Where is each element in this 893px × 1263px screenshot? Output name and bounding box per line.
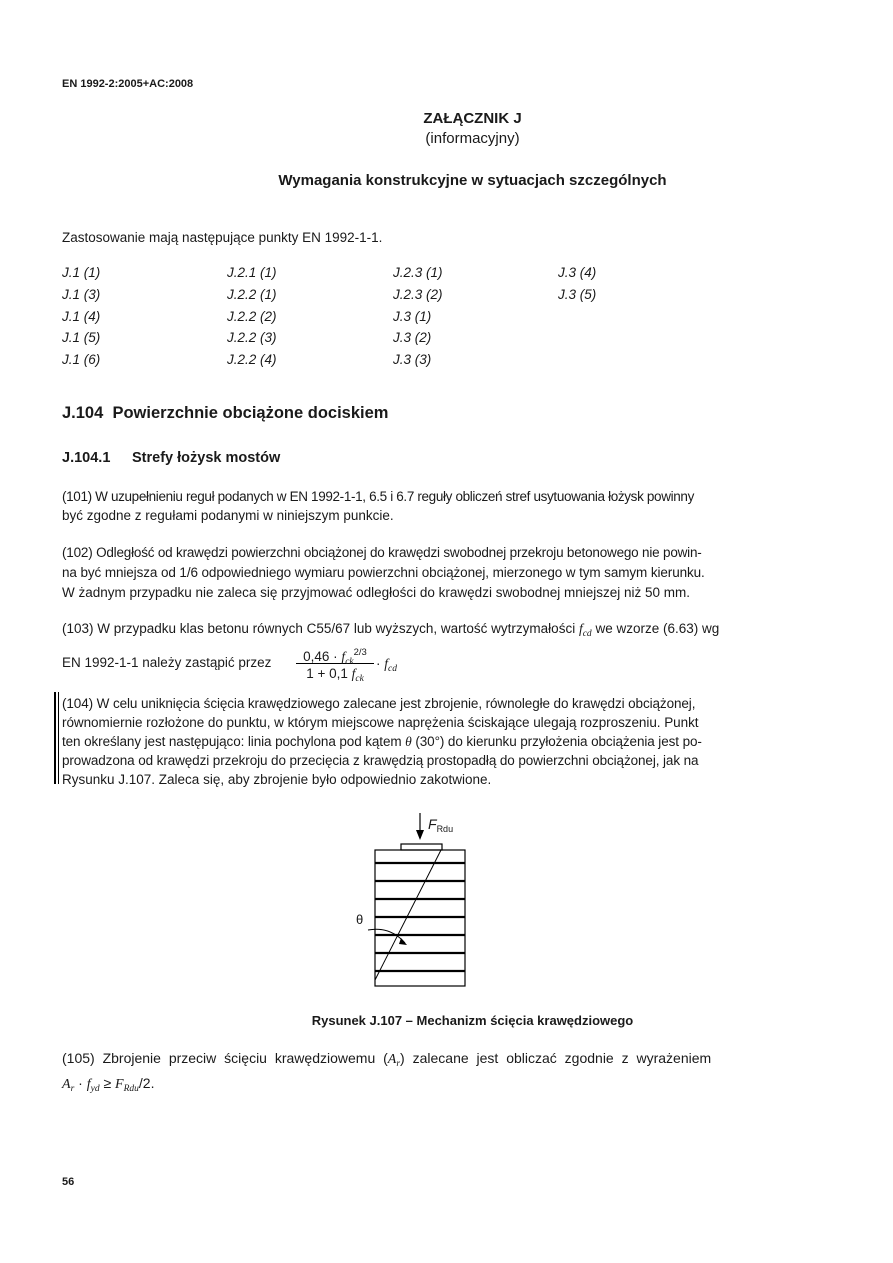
annex-title: ZAŁĄCZNIK J xyxy=(423,110,522,127)
figure-caption: Rysunek J.107 – Mechanizm ścięcia krawędziowego xyxy=(311,1013,634,1028)
math-subscript: cd xyxy=(582,629,592,639)
load-symbol: F xyxy=(428,816,437,832)
load-subscript: Rdu xyxy=(436,824,454,834)
text-run: ten określany jest następująco: linia pochylona pod kątem xyxy=(62,734,406,749)
math-symbol: A xyxy=(62,1077,71,1092)
formula-lead-text: EN 1992-1-1 należy zastąpić przez xyxy=(62,655,272,670)
math-subscript: Rdu xyxy=(123,1084,139,1094)
paragraph-line: (102) Odległość od krawędzi powierzchni obciążonej do krawędzi swobodnej przekroju betonowego nie powin- xyxy=(62,545,702,560)
text-run: we wzorze (6.63) wg xyxy=(591,621,720,636)
formula-tail xyxy=(376,656,397,674)
text-run: (105) Zbrojenie przeciw ścięciu krawędziowemu ( xyxy=(62,1050,388,1066)
subsection-heading xyxy=(62,450,280,466)
angle-label: θ xyxy=(356,912,364,927)
figure-edge-shear xyxy=(340,808,510,998)
document-id: EN 1992-2:2005+AC:2008 xyxy=(62,78,194,90)
math-subscript: r xyxy=(396,1059,401,1069)
math-symbol: f xyxy=(578,621,583,636)
math-subscript: r xyxy=(70,1084,75,1094)
text-run: · xyxy=(74,1075,87,1091)
math-subscript: ck xyxy=(355,674,364,684)
text-run: (103) W przypadku klas betonu równych C55/67 lub wyższych, wartość wytrzymałości xyxy=(62,621,579,636)
paragraph-line xyxy=(62,1074,767,1099)
clause-item: J.3 (1) xyxy=(393,308,432,324)
paragraph-101 xyxy=(62,487,767,525)
clause-item: J.1 (5) xyxy=(62,330,101,346)
clause-item: J.2.3 (1) xyxy=(393,265,443,280)
paragraph-line: (104) W celu uniknięcia ścięcia krawędziowego zalecane jest zbrojenie, równoległe do krawędzi obciążonej, xyxy=(62,696,696,711)
paragraph-line xyxy=(62,1049,767,1074)
change-bar xyxy=(58,692,59,784)
math-symbol: F xyxy=(115,1077,124,1092)
load-label xyxy=(428,816,453,834)
clause-column-3 xyxy=(393,262,443,371)
angle-arrow-head xyxy=(399,938,407,945)
paragraph-103 xyxy=(62,619,767,644)
bearing-plate xyxy=(401,844,442,850)
paragraph-104 xyxy=(62,694,767,789)
math-symbol: A xyxy=(387,1052,397,1067)
clause-item: J.1 (3) xyxy=(62,286,101,302)
paragraph-line: na być mniejsza od 1/6 odpowiedniego wymiaru powierzchni obciążonej, mierzonego w tym samym kierunku. xyxy=(62,565,705,580)
math-symbol: θ xyxy=(405,734,412,749)
figure-drawing xyxy=(340,808,510,998)
clause-item: J.1 (4) xyxy=(62,308,101,324)
paragraph-line: równomiernie rozłożone do punktu, w którym miejscowe naprężenia ściskające ulegają rozproszeniu. Punkt xyxy=(62,715,699,730)
clause-item: J.2.2 (3) xyxy=(227,330,277,346)
clause-item: J.3 (4) xyxy=(558,265,597,280)
clause-item: J.3 (5) xyxy=(558,286,597,302)
paragraph-line: Rysunku J.107. Zaleca się, aby zbrojenie było odpowiednio zakotwione. xyxy=(62,772,492,787)
text-run: 1 + 0,1 xyxy=(306,666,352,681)
paragraph-105 xyxy=(62,1049,767,1099)
math-subscript: ck xyxy=(345,657,354,667)
text-run: /2. xyxy=(138,1075,155,1091)
subsection-number: J.104.1 xyxy=(62,450,111,466)
clause-item: J.3 (3) xyxy=(393,352,432,368)
text-run: 0,46 · xyxy=(303,649,342,664)
clause-column-2 xyxy=(227,262,277,371)
paragraph-line: prowadzona od krawędzi przekroju do przecięcia z krawędzią prostopadłą do powierzchni obciążonej, jak na xyxy=(62,753,699,768)
math-superscript: 2/3 xyxy=(353,647,367,658)
text-run: (30°) do kierunku przyłożenia obciążenia jest po- xyxy=(411,734,702,749)
clause-item: J.2.2 (1) xyxy=(227,286,277,302)
subsection-title: Strefy łożysk mostów xyxy=(132,450,281,466)
math-symbol: f xyxy=(384,656,389,671)
math-symbol: f xyxy=(86,1077,91,1092)
annex-heading xyxy=(0,109,893,149)
math-subscript: cd xyxy=(388,664,397,674)
paragraph-line: być zgodne z regułami podanymi w niniejszym punkcie. xyxy=(62,508,394,523)
clause-item: J.2.2 (4) xyxy=(227,352,277,368)
paragraph-line: W żadnym przypadku nie zaleca się przyjmować odległości do krawędzi swobodnej mniejszej niż 50 mm. xyxy=(62,585,691,600)
inclined-failure-line xyxy=(375,850,441,980)
clause-item: J.1 (6) xyxy=(62,352,101,368)
clause-item: J.2.2 (2) xyxy=(227,308,277,324)
text-run: ) zalecane jest obliczać zgodnie z wyrażeniem xyxy=(400,1050,712,1066)
fraction-denominator xyxy=(296,664,374,684)
clause-item: J.3 (2) xyxy=(393,330,432,346)
page-number: 56 xyxy=(62,1176,75,1188)
clause-item: J.1 (1) xyxy=(62,265,101,280)
fraction xyxy=(296,643,374,684)
annex-type: (informacyjny) xyxy=(425,130,520,147)
paragraph-102 xyxy=(62,543,767,603)
section-title: Powierzchnie obciążone dociskiem xyxy=(112,404,389,422)
paragraph-line xyxy=(62,619,767,644)
annex-subtitle: Wymagania konstrukcyjne w sytuacjach szczególnych xyxy=(278,172,667,189)
paragraph-line xyxy=(62,732,767,751)
section-heading xyxy=(62,404,388,423)
fraction-numerator xyxy=(296,643,374,667)
math-symbol: f xyxy=(351,666,356,681)
clause-column-1 xyxy=(62,262,100,371)
math-subscript: yd xyxy=(90,1084,100,1094)
clause-column-4 xyxy=(558,262,596,306)
change-bar xyxy=(54,692,56,784)
clause-item: J.2.3 (2) xyxy=(393,286,443,302)
intro-text: Zastosowanie mają następujące punkty EN 1992-1-1. xyxy=(62,230,383,245)
text-run: · xyxy=(376,656,385,671)
load-arrow-head xyxy=(416,830,424,840)
reinforcement-bars xyxy=(375,863,465,971)
formula-line xyxy=(62,643,462,687)
math-symbol: f xyxy=(341,649,346,664)
section-number: J.104 xyxy=(62,404,104,422)
clause-item: J.2.1 (1) xyxy=(227,265,277,280)
text-run: ≥ xyxy=(99,1075,116,1091)
paragraph-line: (101) W uzupełnieniu reguł podanych w EN 1992-1-1, 6.5 i 6.7 reguły obliczeń stref usytuowania łożysk powinny xyxy=(62,489,694,504)
